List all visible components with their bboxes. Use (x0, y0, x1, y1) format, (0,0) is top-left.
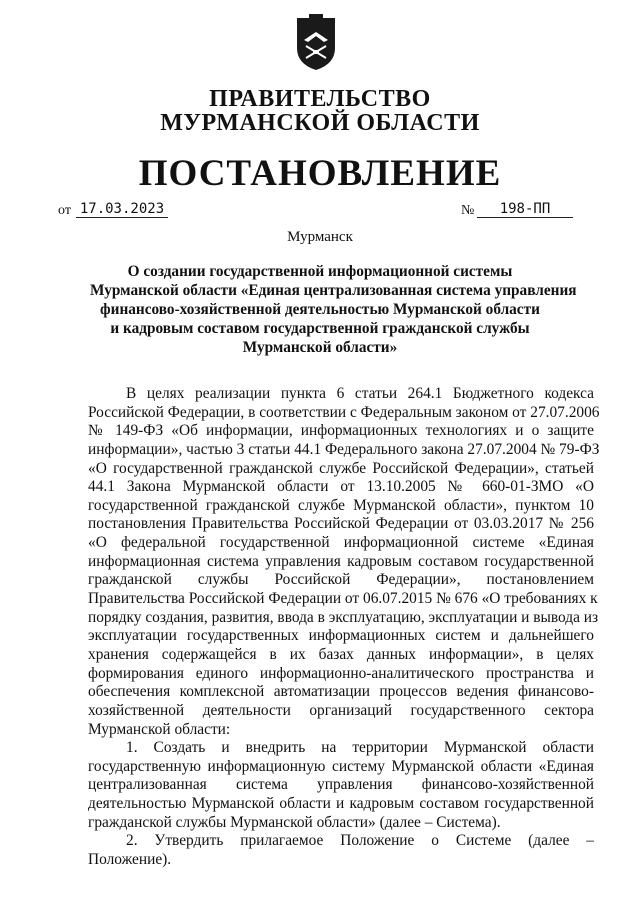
body-line: Мурманской области: (88, 720, 231, 738)
document-type-title: ПОСТАНОВЛЕНИЕ (138, 153, 502, 194)
government-name-line-2: МУРМАНСКОЙ ОБЛАСТИ (160, 110, 480, 136)
body-line: 44.1 Закона Мурманской области от 13.10.2005 № 660-01-ЗМО «О (88, 478, 594, 496)
body-line: государственную информационную систему Мурманской области «Единая (88, 757, 594, 775)
body-line: информационная система управления кадровым составом государственной (88, 552, 594, 570)
document-number: 198-ПП (477, 201, 573, 218)
document-subject (90, 262, 577, 357)
document-body (88, 385, 600, 870)
body-line: Правительства Российской Федерации от 06.07.2015 № 676 «О требованиях к (88, 590, 598, 608)
body-line: 1. Создать и внедрить на территории Мурманской области (126, 739, 594, 757)
body-line: хранения содержащейся в их базах данных информации», в целях (88, 645, 594, 663)
body-line: эксплуатации государственных информационных систем и дальнейшего (88, 627, 594, 645)
subject-line: финансово-хозяйственной деятельностью Мурманской области (100, 301, 540, 318)
body-line: постановления Правительства Российской Федерации от 03.03.2017 № 256 (88, 515, 594, 533)
subject-line: Мурманской области» (242, 339, 398, 356)
body-line: формирования единого информационно-аналитического пространства и (88, 664, 594, 682)
body-line: гражданской службы Российской Федерации», постановлением (88, 571, 594, 589)
body-line: деятельностью Мурманской области и кадровым составом государственной (88, 795, 594, 813)
murmansk-coat-of-arms-icon (291, 14, 341, 72)
body-line: государственной гражданской службе Мурманской области», пунктом 10 (88, 496, 594, 514)
body-line: обеспечения комплексной автоматизации процессов ведения финансово- (88, 683, 594, 701)
body-line: В целях реализации пункта 6 статьи 264.1 Бюджетного кодекса (126, 385, 594, 402)
body-line: хозяйственной деятельности организаций государственного сектора (88, 701, 594, 719)
document-date: 17.03.2023 (76, 201, 168, 218)
body-line: Российской Федерации, в соответствии с Федеральным законом от 27.07.2006 (88, 403, 600, 421)
body-line: № 149-ФЗ «Об информации, информационных технологиях и о защите (88, 422, 594, 440)
subject-line: Мурманской области «Единая централизованная система управления (90, 282, 577, 299)
body-line: «О государственной гражданской службе Российской Федерации», статьей (88, 459, 594, 477)
body-line: гражданской службы Мурманской области» (далее – Система). (88, 813, 501, 831)
date-label: от (58, 203, 71, 218)
body-line: централизованная система управления финансово-хозяйственной (88, 776, 594, 794)
body-line: информации», частью 3 статьи 44.1 Федерального закона 27.07.2004 № 79-ФЗ (88, 440, 600, 458)
subject-line: и кадровым составом государственной гражданской службы (110, 320, 530, 337)
subject-line: О создании государственной информационной системы (127, 263, 513, 280)
body-line: Положение). (88, 851, 172, 869)
body-line: «О федеральной государственной информационной системе «Единая (88, 534, 594, 552)
city-name: Мурманск (287, 229, 353, 245)
number-label: № (461, 203, 475, 218)
government-name-line-1: ПРАВИТЕЛЬСТВО (209, 86, 431, 112)
body-line: 2. Утвердить прилагаемое Положение о Системе (далее – (126, 832, 594, 850)
body-line: порядку создания, развития, ввода в эксплуатацию, эксплуатации и вывода из (88, 608, 599, 626)
